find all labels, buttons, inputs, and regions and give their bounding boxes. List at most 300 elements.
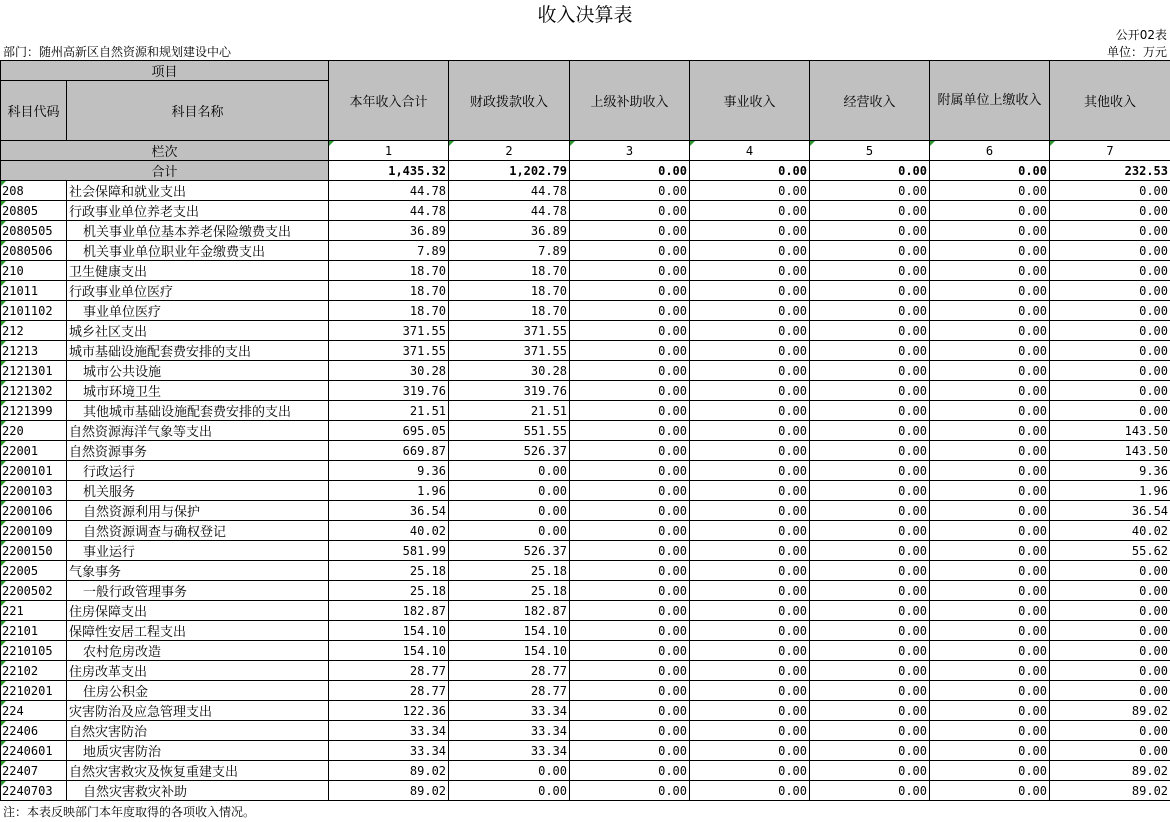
subject-name: 其他城市基础设施配套费安排的支出 xyxy=(67,401,329,421)
header-subordinate-income: 附属单位上缴收入 xyxy=(930,61,1050,141)
amount-cell: 0.00 xyxy=(690,201,810,221)
table-row xyxy=(1,521,1170,541)
amount-cell: 0.00 xyxy=(690,481,810,501)
subject-name: 社会保障和就业支出 xyxy=(67,181,329,201)
subject-code: 21011 xyxy=(1,281,67,301)
amount-cell: 0.00 xyxy=(930,181,1050,201)
amount-cell: 0.00 xyxy=(1050,741,1170,761)
amount-cell: 0.00 xyxy=(810,281,930,301)
amount-cell: 0.00 xyxy=(930,561,1050,581)
total-value: 1,202.79 xyxy=(449,161,570,181)
table-row xyxy=(1,301,1170,321)
table-row xyxy=(1,401,1170,421)
amount-cell: 89.02 xyxy=(1050,701,1170,721)
amount-cell: 0.00 xyxy=(930,461,1050,481)
amount-cell: 0.00 xyxy=(930,581,1050,601)
amount-cell: 0.00 xyxy=(570,601,690,621)
amount-cell: 0.00 xyxy=(810,261,930,281)
subject-code: 2121301 xyxy=(1,361,67,381)
amount-cell: 0.00 xyxy=(810,721,930,741)
subject-code: 224 xyxy=(1,701,67,721)
subject-code: 22102 xyxy=(1,661,67,681)
amount-cell: 0.00 xyxy=(690,581,810,601)
column-number-label: 栏次 xyxy=(1,141,329,161)
amount-cell: 0.00 xyxy=(1050,241,1170,261)
amount-cell: 33.34 xyxy=(329,741,449,761)
amount-cell: 40.02 xyxy=(1050,521,1170,541)
amount-cell: 0.00 xyxy=(930,641,1050,661)
amount-cell: 0.00 xyxy=(690,721,810,741)
table-row xyxy=(1,221,1170,241)
amount-cell: 0.00 xyxy=(810,761,930,781)
total-value: 1,435.32 xyxy=(329,161,449,181)
amount-cell: 0.00 xyxy=(810,501,930,521)
subject-code: 2200150 xyxy=(1,541,67,561)
amount-cell: 33.34 xyxy=(449,721,570,741)
amount-cell: 0.00 xyxy=(570,241,690,261)
subject-name: 行政运行 xyxy=(67,461,329,481)
subject-code: 22406 xyxy=(1,721,67,741)
amount-cell: 18.70 xyxy=(449,281,570,301)
header-operating-income: 经营收入 xyxy=(810,61,930,141)
subject-code: 220 xyxy=(1,421,67,441)
amount-cell: 0.00 xyxy=(930,661,1050,681)
subject-name: 卫生健康支出 xyxy=(67,261,329,281)
amount-cell: 551.55 xyxy=(449,421,570,441)
amount-cell: 0.00 xyxy=(810,241,930,261)
amount-cell: 371.55 xyxy=(449,321,570,341)
amount-cell: 0.00 xyxy=(1050,681,1170,701)
subject-code: 2200109 xyxy=(1,521,67,541)
table-row xyxy=(1,181,1170,201)
amount-cell: 0.00 xyxy=(930,381,1050,401)
subject-code: 2121399 xyxy=(1,401,67,421)
amount-cell: 143.50 xyxy=(1050,421,1170,441)
subject-code: 22101 xyxy=(1,621,67,641)
amount-cell: 0.00 xyxy=(930,741,1050,761)
amount-cell: 0.00 xyxy=(810,441,930,461)
table-row xyxy=(1,701,1170,721)
amount-cell: 669.87 xyxy=(329,441,449,461)
amount-cell: 0.00 xyxy=(690,441,810,461)
amount-cell: 0.00 xyxy=(930,301,1050,321)
amount-cell: 0.00 xyxy=(690,701,810,721)
department-label: 部门：随州高新区自然资源和规划建设中心 xyxy=(3,45,232,59)
amount-cell: 154.10 xyxy=(449,621,570,641)
subject-code: 2080506 xyxy=(1,241,67,261)
amount-cell: 0.00 xyxy=(810,621,930,641)
table-row xyxy=(1,601,1170,621)
amount-cell: 0.00 xyxy=(810,521,930,541)
table-row xyxy=(1,641,1170,661)
subject-code: 2101102 xyxy=(1,301,67,321)
subject-code: 212 xyxy=(1,321,67,341)
subject-name: 事业运行 xyxy=(67,541,329,561)
amount-cell: 0.00 xyxy=(449,781,570,801)
amount-cell: 0.00 xyxy=(930,321,1050,341)
table-row xyxy=(1,261,1170,281)
amount-cell: 154.10 xyxy=(449,641,570,661)
total-value: 0.00 xyxy=(930,161,1050,181)
amount-cell: 21.51 xyxy=(329,401,449,421)
table-row xyxy=(1,341,1170,361)
table-row xyxy=(1,441,1170,461)
table-row xyxy=(1,561,1170,581)
amount-cell: 28.77 xyxy=(329,681,449,701)
total-row xyxy=(1,161,1170,181)
amount-cell: 89.02 xyxy=(329,781,449,801)
amount-cell: 0.00 xyxy=(810,401,930,421)
column-number: 1 xyxy=(329,141,449,161)
amount-cell: 0.00 xyxy=(570,581,690,601)
footnote: 注：本表反映部门本年度取得的各项收入情况。 xyxy=(3,805,256,819)
amount-cell: 89.02 xyxy=(1050,761,1170,781)
amount-cell: 0.00 xyxy=(690,461,810,481)
subject-name: 住房保障支出 xyxy=(67,601,329,621)
amount-cell: 0.00 xyxy=(1050,581,1170,601)
amount-cell: 0.00 xyxy=(930,781,1050,801)
amount-cell: 0.00 xyxy=(690,641,810,661)
amount-cell: 0.00 xyxy=(570,521,690,541)
amount-cell: 44.78 xyxy=(329,181,449,201)
amount-cell: 0.00 xyxy=(1050,621,1170,641)
amount-cell: 695.05 xyxy=(329,421,449,441)
amount-cell: 0.00 xyxy=(810,741,930,761)
amount-cell: 0.00 xyxy=(690,341,810,361)
amount-cell: 0.00 xyxy=(570,461,690,481)
amount-cell: 0.00 xyxy=(570,781,690,801)
amount-cell: 9.36 xyxy=(1050,461,1170,481)
amount-cell: 30.28 xyxy=(329,361,449,381)
amount-cell: 55.62 xyxy=(1050,541,1170,561)
subject-code: 22407 xyxy=(1,761,67,781)
amount-cell: 0.00 xyxy=(930,481,1050,501)
amount-cell: 44.78 xyxy=(329,201,449,221)
amount-cell: 89.02 xyxy=(329,761,449,781)
amount-cell: 25.18 xyxy=(329,581,449,601)
amount-cell: 0.00 xyxy=(690,301,810,321)
total-label: 合计 xyxy=(1,161,329,181)
amount-cell: 7.89 xyxy=(449,241,570,261)
amount-cell: 0.00 xyxy=(810,581,930,601)
table-row xyxy=(1,421,1170,441)
table-row xyxy=(1,781,1170,801)
amount-cell: 0.00 xyxy=(690,541,810,561)
amount-cell: 0.00 xyxy=(690,381,810,401)
amount-cell: 0.00 xyxy=(930,681,1050,701)
amount-cell: 28.77 xyxy=(449,681,570,701)
table-row xyxy=(1,761,1170,781)
amount-cell: 28.77 xyxy=(449,661,570,681)
amount-cell: 0.00 xyxy=(810,641,930,661)
amount-cell: 371.55 xyxy=(449,341,570,361)
header-business-income: 事业收入 xyxy=(690,61,810,141)
amount-cell: 0.00 xyxy=(930,441,1050,461)
amount-cell: 1.96 xyxy=(329,481,449,501)
amount-cell: 0.00 xyxy=(570,481,690,501)
amount-cell: 18.70 xyxy=(329,301,449,321)
table-row xyxy=(1,481,1170,501)
amount-cell: 44.78 xyxy=(449,201,570,221)
subject-code: 2200103 xyxy=(1,481,67,501)
subject-name: 自然资源调查与确权登记 xyxy=(67,521,329,541)
amount-cell: 0.00 xyxy=(810,341,930,361)
amount-cell: 0.00 xyxy=(1050,321,1170,341)
subject-name: 一般行政管理事务 xyxy=(67,581,329,601)
amount-cell: 0.00 xyxy=(690,661,810,681)
total-value: 232.53 xyxy=(1050,161,1170,181)
subject-name: 自然灾害救灾补助 xyxy=(67,781,329,801)
amount-cell: 0.00 xyxy=(1050,301,1170,321)
subject-name: 城乡社区支出 xyxy=(67,321,329,341)
income-table xyxy=(0,60,1170,801)
amount-cell: 0.00 xyxy=(1050,261,1170,281)
amount-cell: 33.34 xyxy=(449,701,570,721)
amount-cell: 36.89 xyxy=(329,221,449,241)
amount-cell: 0.00 xyxy=(810,421,930,441)
subject-name: 住房公积金 xyxy=(67,681,329,701)
amount-cell: 0.00 xyxy=(930,261,1050,281)
amount-cell: 36.54 xyxy=(1050,501,1170,521)
header-item: 项目 xyxy=(1,61,329,81)
total-value: 0.00 xyxy=(690,161,810,181)
amount-cell: 0.00 xyxy=(930,501,1050,521)
amount-cell: 40.02 xyxy=(329,521,449,541)
amount-cell: 0.00 xyxy=(690,761,810,781)
amount-cell: 44.78 xyxy=(449,181,570,201)
subject-name: 城市环境卫生 xyxy=(67,381,329,401)
amount-cell: 0.00 xyxy=(570,261,690,281)
form-number: 公开02表 xyxy=(1115,28,1167,42)
subject-code: 20805 xyxy=(1,201,67,221)
amount-cell: 0.00 xyxy=(810,661,930,681)
amount-cell: 122.36 xyxy=(329,701,449,721)
column-number: 6 xyxy=(930,141,1050,161)
amount-cell: 0.00 xyxy=(930,281,1050,301)
amount-cell: 0.00 xyxy=(810,481,930,501)
header-subject-code: 科目代码 xyxy=(1,81,67,141)
amount-cell: 0.00 xyxy=(690,321,810,341)
amount-cell: 25.18 xyxy=(449,581,570,601)
amount-cell: 0.00 xyxy=(690,601,810,621)
subject-name: 城市公共设施 xyxy=(67,361,329,381)
subject-code: 221 xyxy=(1,601,67,621)
amount-cell: 0.00 xyxy=(1050,281,1170,301)
table-row xyxy=(1,201,1170,221)
subject-code: 2121302 xyxy=(1,381,67,401)
subject-name: 农村危房改造 xyxy=(67,641,329,661)
amount-cell: 18.70 xyxy=(329,281,449,301)
amount-cell: 0.00 xyxy=(1050,661,1170,681)
table-row xyxy=(1,681,1170,701)
amount-cell: 0.00 xyxy=(690,241,810,261)
amount-cell: 18.70 xyxy=(329,261,449,281)
amount-cell: 0.00 xyxy=(930,721,1050,741)
amount-cell: 0.00 xyxy=(449,461,570,481)
amount-cell: 0.00 xyxy=(570,701,690,721)
amount-cell: 0.00 xyxy=(690,501,810,521)
subject-name: 事业单位医疗 xyxy=(67,301,329,321)
subject-code: 22005 xyxy=(1,561,67,581)
amount-cell: 0.00 xyxy=(570,301,690,321)
amount-cell: 33.34 xyxy=(329,721,449,741)
table-row xyxy=(1,241,1170,261)
amount-cell: 154.10 xyxy=(329,641,449,661)
amount-cell: 526.37 xyxy=(449,441,570,461)
subject-name: 住房改革支出 xyxy=(67,661,329,681)
amount-cell: 0.00 xyxy=(810,781,930,801)
subject-name: 自然灾害救灾及恢复重建支出 xyxy=(67,761,329,781)
amount-cell: 25.18 xyxy=(449,561,570,581)
amount-cell: 0.00 xyxy=(810,681,930,701)
amount-cell: 0.00 xyxy=(810,301,930,321)
table-row xyxy=(1,361,1170,381)
amount-cell: 0.00 xyxy=(570,721,690,741)
amount-cell: 319.76 xyxy=(449,381,570,401)
header-subject-name: 科目名称 xyxy=(67,81,329,141)
amount-cell: 0.00 xyxy=(570,541,690,561)
subject-name: 机关事业单位职业年金缴费支出 xyxy=(67,241,329,261)
amount-cell: 0.00 xyxy=(570,201,690,221)
column-number: 5 xyxy=(810,141,930,161)
amount-cell: 0.00 xyxy=(690,221,810,241)
amount-cell: 18.70 xyxy=(449,301,570,321)
table-row xyxy=(1,541,1170,561)
amount-cell: 0.00 xyxy=(930,541,1050,561)
table-row xyxy=(1,621,1170,641)
amount-cell: 0.00 xyxy=(570,181,690,201)
amount-cell: 0.00 xyxy=(1050,401,1170,421)
amount-cell: 182.87 xyxy=(449,601,570,621)
amount-cell: 0.00 xyxy=(1050,641,1170,661)
header-other-income: 其他收入 xyxy=(1050,61,1170,141)
amount-cell: 21.51 xyxy=(449,401,570,421)
amount-cell: 33.34 xyxy=(449,741,570,761)
amount-cell: 0.00 xyxy=(690,521,810,541)
amount-cell: 0.00 xyxy=(1050,561,1170,581)
subject-code: 2240703 xyxy=(1,781,67,801)
header-total-income: 本年收入合计 xyxy=(329,61,449,141)
table-row xyxy=(1,721,1170,741)
amount-cell: 0.00 xyxy=(1050,721,1170,741)
table-row xyxy=(1,581,1170,601)
column-number: 4 xyxy=(690,141,810,161)
subject-code: 2200106 xyxy=(1,501,67,521)
amount-cell: 0.00 xyxy=(810,181,930,201)
amount-cell: 0.00 xyxy=(810,201,930,221)
subject-code: 2240601 xyxy=(1,741,67,761)
amount-cell: 30.28 xyxy=(449,361,570,381)
amount-cell: 0.00 xyxy=(930,341,1050,361)
subject-code: 210 xyxy=(1,261,67,281)
amount-cell: 0.00 xyxy=(930,201,1050,221)
amount-cell: 0.00 xyxy=(570,421,690,441)
subject-name: 自然资源海洋气象等支出 xyxy=(67,421,329,441)
subject-name: 自然灾害防治 xyxy=(67,721,329,741)
amount-cell: 0.00 xyxy=(1050,601,1170,621)
amount-cell: 0.00 xyxy=(690,781,810,801)
amount-cell: 0.00 xyxy=(690,181,810,201)
amount-cell: 0.00 xyxy=(810,221,930,241)
amount-cell: 0.00 xyxy=(690,561,810,581)
amount-cell: 0.00 xyxy=(690,741,810,761)
amount-cell: 7.89 xyxy=(329,241,449,261)
amount-cell: 143.50 xyxy=(1050,441,1170,461)
column-number: 7 xyxy=(1050,141,1170,161)
amount-cell: 0.00 xyxy=(690,681,810,701)
amount-cell: 0.00 xyxy=(570,381,690,401)
amount-cell: 0.00 xyxy=(570,661,690,681)
header-fiscal-appropriation: 财政拨款收入 xyxy=(449,61,570,141)
subject-name: 机关服务 xyxy=(67,481,329,501)
amount-cell: 0.00 xyxy=(449,501,570,521)
amount-cell: 0.00 xyxy=(570,221,690,241)
amount-cell: 0.00 xyxy=(449,481,570,501)
subject-code: 2210105 xyxy=(1,641,67,661)
amount-cell: 0.00 xyxy=(570,741,690,761)
amount-cell: 0.00 xyxy=(449,761,570,781)
amount-cell: 0.00 xyxy=(690,361,810,381)
amount-cell: 0.00 xyxy=(690,281,810,301)
total-value: 0.00 xyxy=(570,161,690,181)
table-row xyxy=(1,281,1170,301)
amount-cell: 0.00 xyxy=(930,241,1050,261)
subject-name: 自然资源事务 xyxy=(67,441,329,461)
table-row xyxy=(1,461,1170,481)
table-row xyxy=(1,381,1170,401)
subject-name: 保障性安居工程支出 xyxy=(67,621,329,641)
amount-cell: 0.00 xyxy=(570,401,690,421)
amount-cell: 0.00 xyxy=(1050,201,1170,221)
table-row xyxy=(1,661,1170,681)
amount-cell: 0.00 xyxy=(570,281,690,301)
amount-cell: 89.02 xyxy=(1050,781,1170,801)
subject-code: 21213 xyxy=(1,341,67,361)
amount-cell: 0.00 xyxy=(570,441,690,461)
amount-cell: 0.00 xyxy=(690,261,810,281)
amount-cell: 371.55 xyxy=(329,341,449,361)
amount-cell: 0.00 xyxy=(930,521,1050,541)
subject-code: 22001 xyxy=(1,441,67,461)
table-row xyxy=(1,741,1170,761)
subject-name: 行政事业单位医疗 xyxy=(67,281,329,301)
subject-name: 行政事业单位养老支出 xyxy=(67,201,329,221)
amount-cell: 0.00 xyxy=(930,601,1050,621)
amount-cell: 28.77 xyxy=(329,661,449,681)
amount-cell: 0.00 xyxy=(810,321,930,341)
amount-cell: 371.55 xyxy=(329,321,449,341)
subject-code: 2200502 xyxy=(1,581,67,601)
amount-cell: 182.87 xyxy=(329,601,449,621)
subject-name: 气象事务 xyxy=(67,561,329,581)
amount-cell: 0.00 xyxy=(1050,341,1170,361)
table-body xyxy=(1,181,1170,801)
report-title: 收入决算表 xyxy=(537,4,633,26)
amount-cell: 0.00 xyxy=(810,601,930,621)
amount-cell: 1.96 xyxy=(1050,481,1170,501)
amount-cell: 36.89 xyxy=(449,221,570,241)
amount-cell: 0.00 xyxy=(570,361,690,381)
column-number: 3 xyxy=(570,141,690,161)
amount-cell: 9.36 xyxy=(329,461,449,481)
subject-name: 城市基础设施配套费安排的支出 xyxy=(67,341,329,361)
amount-cell: 0.00 xyxy=(810,701,930,721)
subject-name: 机关事业单位基本养老保险缴费支出 xyxy=(67,221,329,241)
amount-cell: 0.00 xyxy=(1050,181,1170,201)
total-value: 0.00 xyxy=(810,161,930,181)
amount-cell: 0.00 xyxy=(930,361,1050,381)
amount-cell: 0.00 xyxy=(930,701,1050,721)
